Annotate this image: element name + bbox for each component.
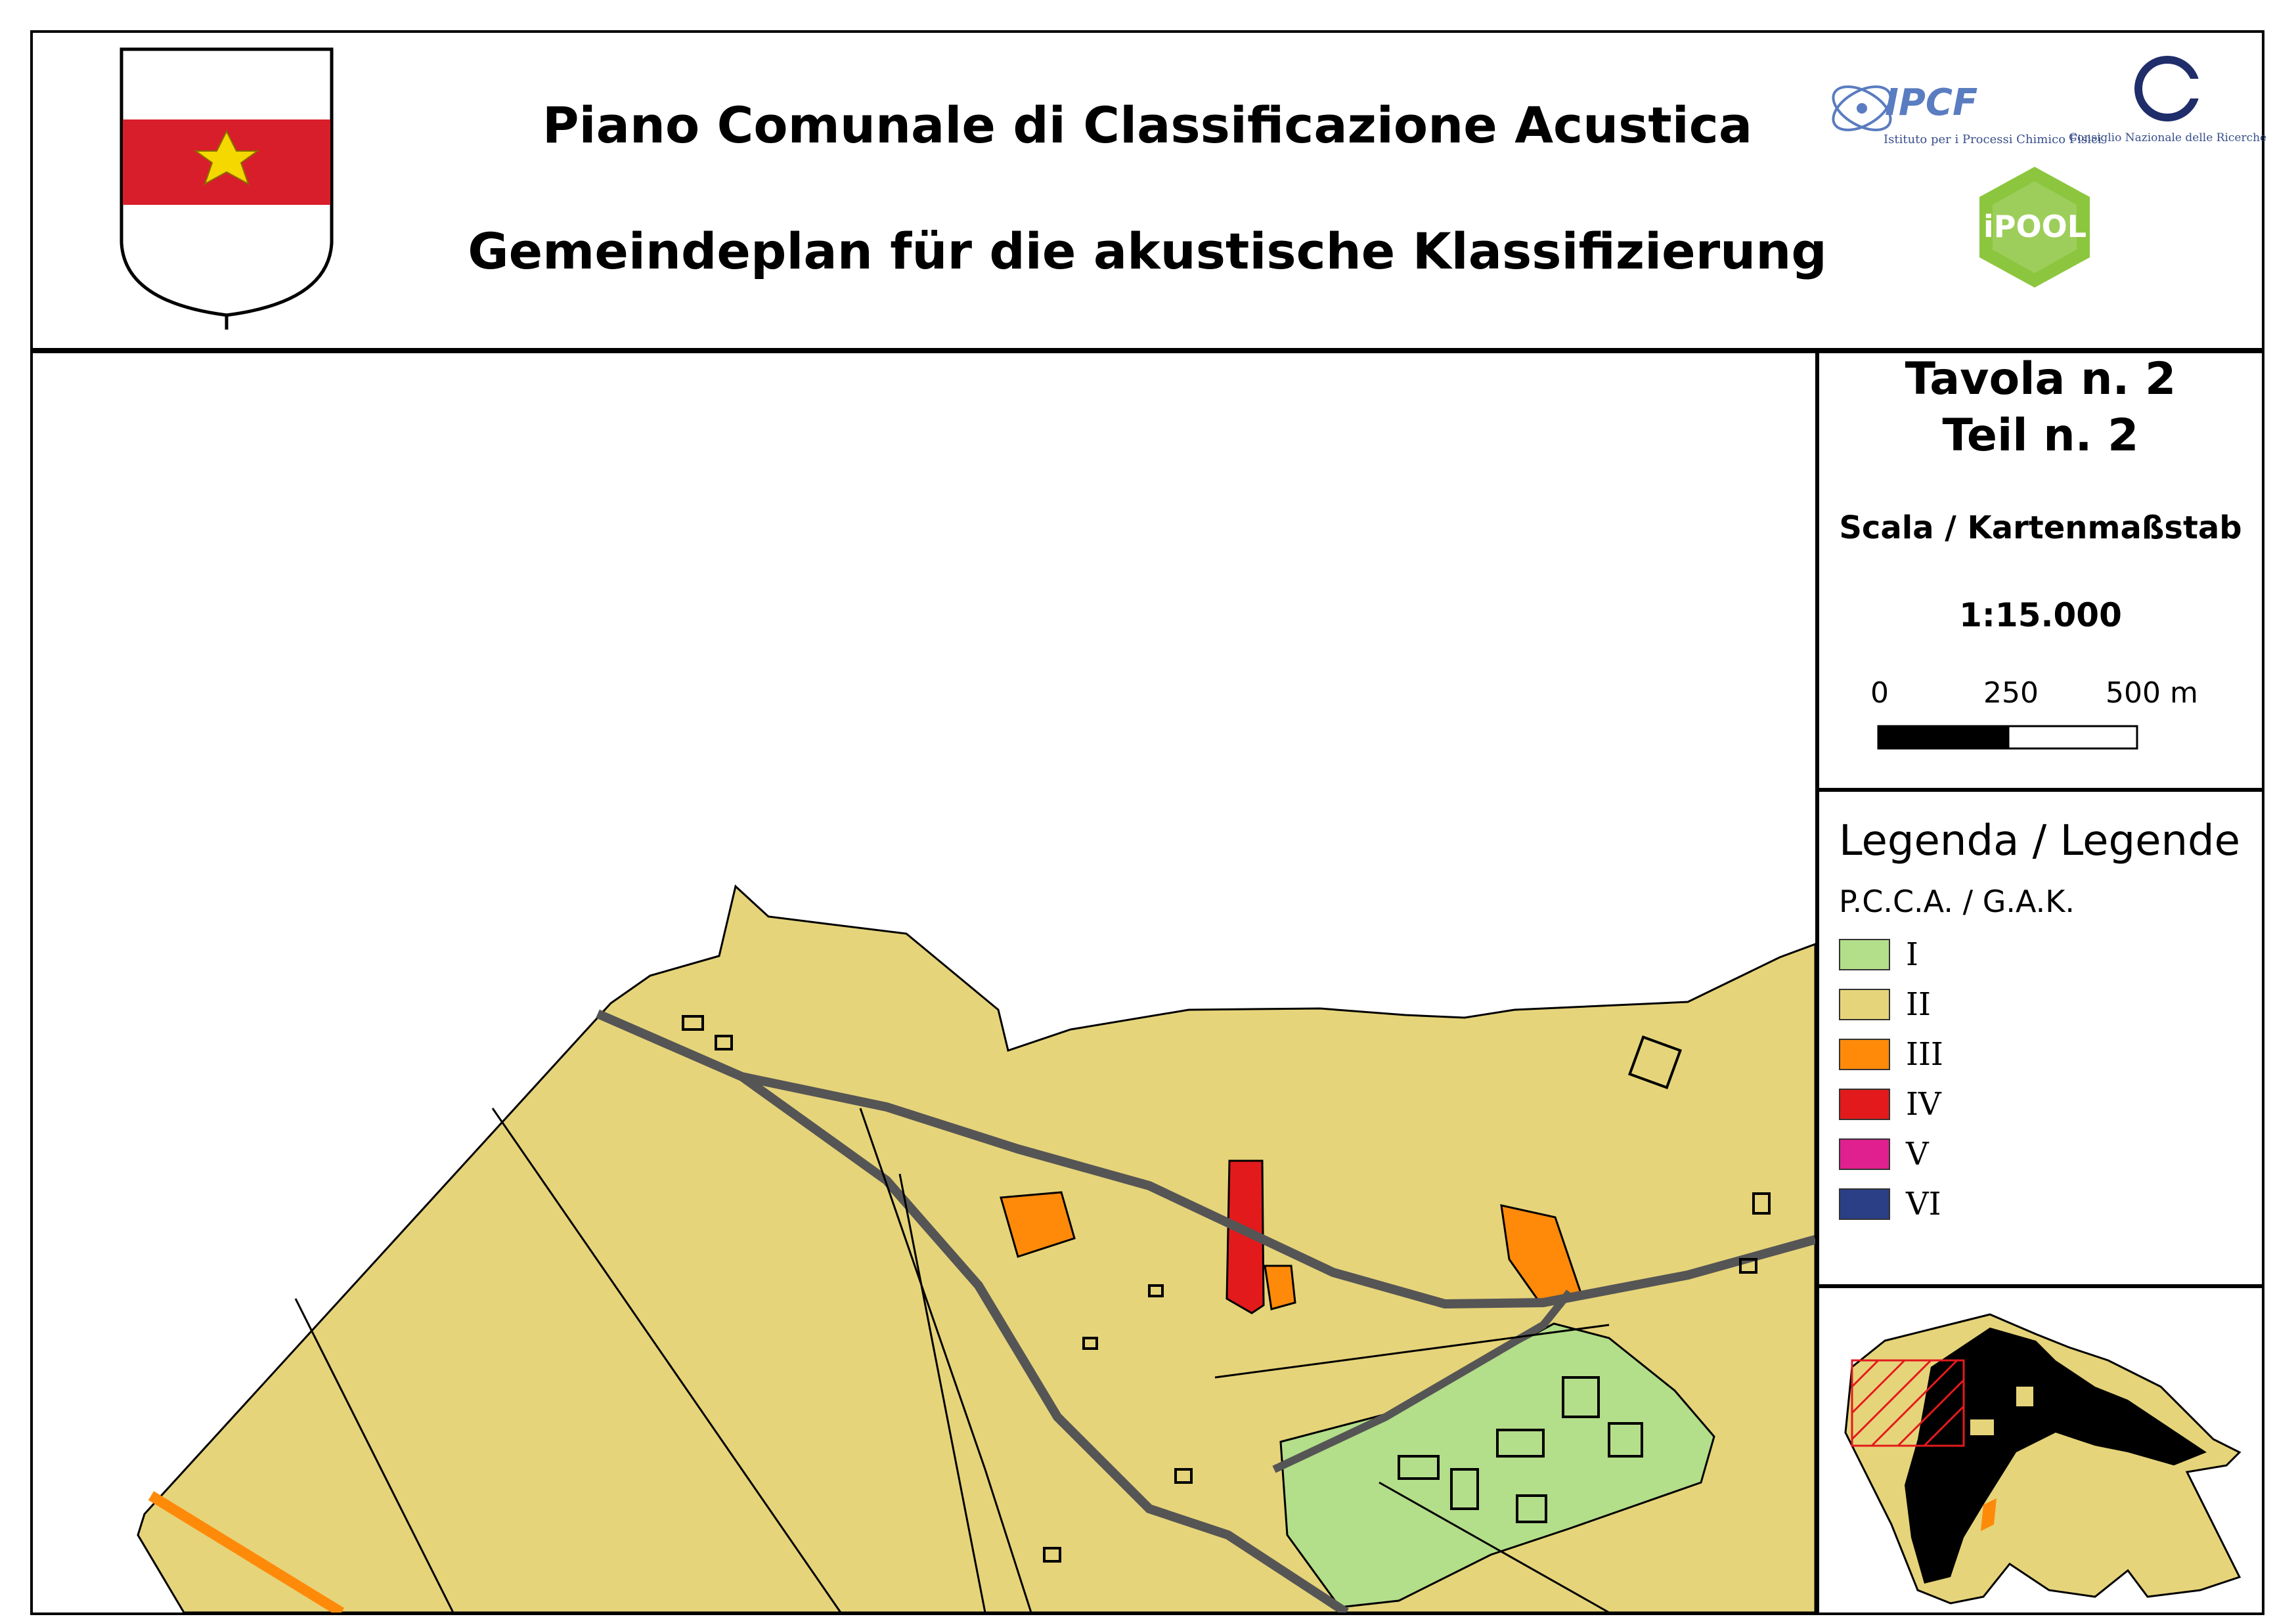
map-frame bbox=[30, 351, 1818, 1615]
legend-label: III bbox=[1906, 1036, 1943, 1073]
legend-label: IV bbox=[1906, 1086, 1941, 1123]
legend-swatch bbox=[1839, 1188, 1890, 1220]
scalebar-tick-250: 250 bbox=[1983, 676, 2039, 710]
legend-swatch bbox=[1839, 1039, 1890, 1070]
legend-label: II bbox=[1906, 986, 1931, 1023]
sheet-number-it: Tavola n. 2 bbox=[1905, 353, 2176, 405]
noise-classification-map bbox=[33, 353, 1815, 1612]
legend-item bbox=[1839, 986, 1931, 1023]
title-italian: Piano Comunale di Classificazione Acustica bbox=[542, 96, 1753, 154]
scalebar-tick-0: 0 bbox=[1870, 676, 1889, 710]
legend-label: V bbox=[1906, 1136, 1929, 1173]
ipool-logo-text: iPOOL bbox=[1983, 209, 2087, 244]
ipcf-logo-icon bbox=[1826, 72, 2102, 158]
legend-swatch bbox=[1839, 989, 1890, 1020]
cnr-logo-caption: Consiglio Nazionale delle Ricerche bbox=[2069, 131, 2267, 144]
ipcf-logo-caption: Istituto per i Processi Chimico Fisici bbox=[1884, 133, 2102, 146]
legend-label: VI bbox=[1906, 1186, 1941, 1223]
legend-swatch bbox=[1839, 1089, 1890, 1120]
header-box bbox=[30, 30, 2267, 351]
coat-of-arms-icon bbox=[118, 46, 335, 335]
legend-item bbox=[1839, 1036, 1943, 1073]
legend-swatch bbox=[1839, 939, 1890, 970]
scalebar bbox=[1877, 725, 2140, 751]
legend-item bbox=[1839, 1136, 1929, 1173]
legend-item bbox=[1839, 1086, 1941, 1123]
legend-item bbox=[1839, 1186, 1941, 1223]
scale-label: Scala / Kartenmaßstab bbox=[1839, 509, 2242, 546]
sheet-number-de: Teil n. 2 bbox=[1942, 410, 2139, 462]
legend-title: Legenda / Legende bbox=[1839, 817, 2241, 865]
ipool-logo-icon bbox=[1969, 162, 2100, 293]
scale-value: 1:15.000 bbox=[1959, 596, 2122, 634]
scalebar-tick-500: 500 m bbox=[2106, 676, 2198, 710]
cnr-logo-icon bbox=[2069, 53, 2266, 158]
legend-subtitle: P.C.C.A. / G.A.K. bbox=[1839, 884, 2075, 919]
overview-map-panel bbox=[1817, 1286, 2264, 1615]
info-panel bbox=[1817, 351, 2264, 790]
legend-panel bbox=[1817, 789, 2264, 1287]
legend-swatch bbox=[1839, 1138, 1890, 1170]
title-german: Gemeindeplan für die akustische Klassifizierung bbox=[468, 222, 1827, 280]
overview-map bbox=[1819, 1288, 2262, 1612]
ipcf-logo-name: IPCF bbox=[1885, 81, 1978, 124]
legend-item bbox=[1839, 936, 1918, 973]
legend-label: I bbox=[1906, 936, 1918, 973]
